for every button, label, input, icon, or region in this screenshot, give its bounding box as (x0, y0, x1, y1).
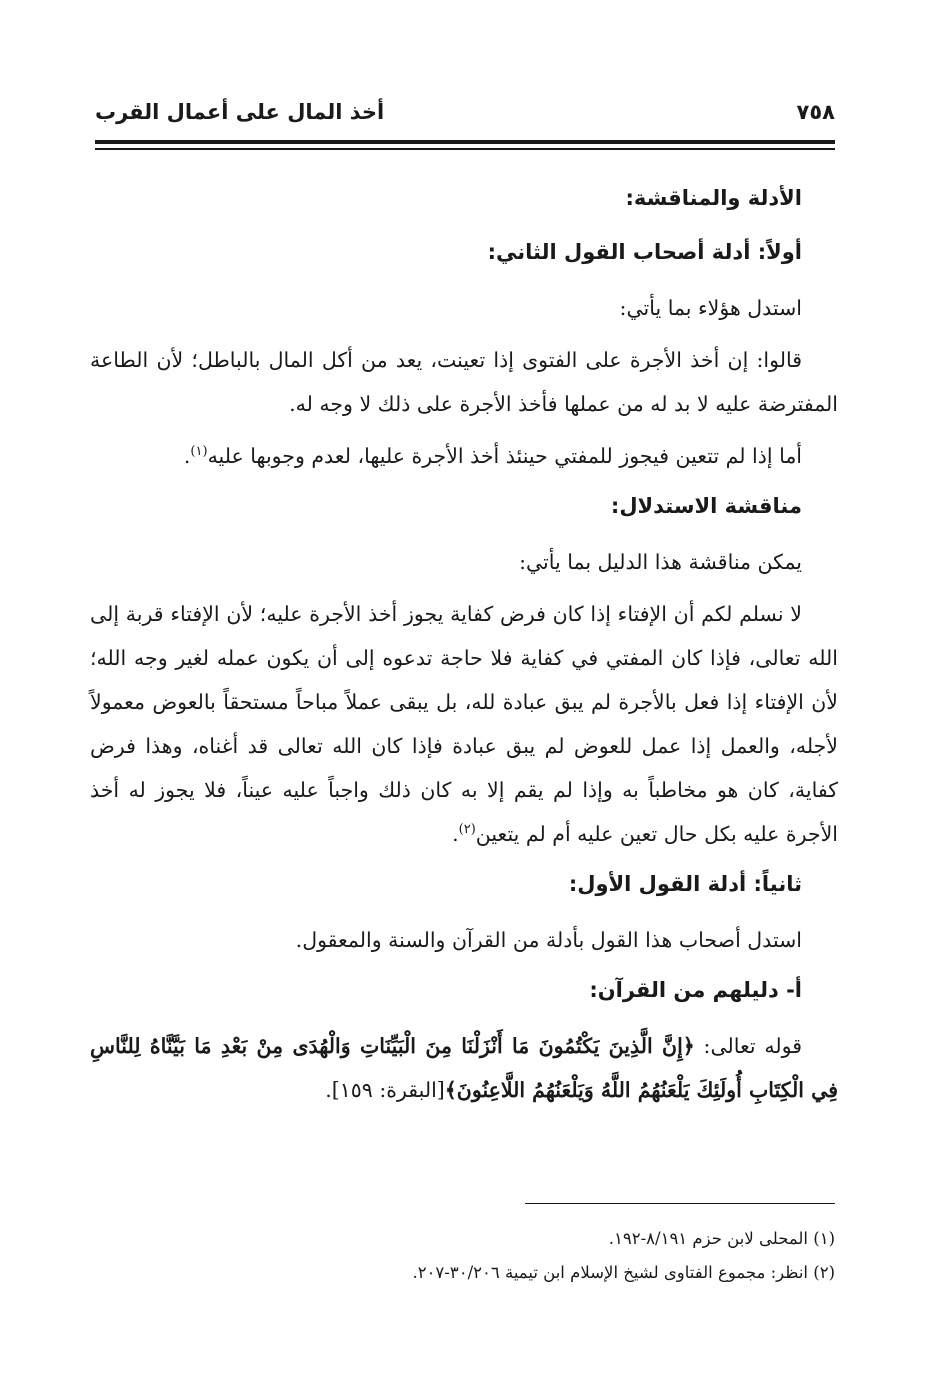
footnote: (٢) انظر: مجموع الفتاوى لشيخ الإسلام ابن تيمية ٣٠/٢٠٦-٢٠٧. (412, 1263, 835, 1282)
paragraph (90, 592, 838, 856)
paragraph: استدل أصحاب هذا القول بأدلة من القرآن والسنة والمعقول. (295, 928, 802, 952)
verse-intro: قوله تعالى: (694, 1034, 802, 1058)
paragraph-end: . (452, 822, 459, 846)
subheading-discussion: مناقشة الاستدلال: (610, 494, 802, 518)
footnotes (95, 1222, 835, 1290)
header-rule-thin (95, 148, 835, 150)
header-rule-thick (95, 140, 835, 144)
paragraph-quran (90, 1024, 838, 1112)
footnote: (١) المحلى لابن حزم ٨/١٩١-١٩٢. (608, 1229, 835, 1248)
section-heading-evidence: الأدلة والمناقشة: (625, 186, 802, 210)
footnote-separator (525, 1203, 835, 1204)
verse-source: [البقرة: ١٥٩]. (325, 1078, 445, 1102)
paragraph: يمكن مناقشة هذا الدليل بما يأتي: (519, 550, 802, 574)
paragraph: استدل هؤلاء بما يأتي: (619, 296, 802, 320)
running-title: أخذ المال على أعمال القرب (95, 100, 385, 124)
paragraph (90, 434, 838, 478)
paragraph-text: أما إذا لم تتعين فيجوز للمفتي حينئذ أخذ الأجرة عليها، لعدم وجوبها عليه (207, 444, 802, 468)
footnote-ref[interactable]: (١) (190, 444, 208, 460)
main-text (90, 178, 838, 1120)
paragraph-end: . (183, 444, 191, 468)
quran-verse: ﴿إِنَّ الَّذِينَ يَكْتُمُونَ مَا أَنْزَلْنَا مِنَ الْبَيِّنَاتِ وَالْهُدَى مِنْ بَعْدِ مَا بَيَّنَّاهُ لِلنَّاسِ فِي الْكِتَابِ أُولَئِكَ يَلْعَنُهُمُ اللَّهُ وَيَلْعَنُهُمُ اللَّاعِنُونَ﴾ (90, 1034, 838, 1102)
footnote-ref[interactable]: (٢) (458, 822, 476, 838)
paragraph-text: لا نسلم لكم أن الإفتاء إذا كان فرض كفاية يجوز أخذ الأجرة عليه؛ لأن الإفتاء قربة إلى الله تعالى، فإذا كان المفتي في كفاية فلا حاجة تدعوه إلى أن يكون عمله لغير وجه الله؛ لأن الإفتاء إذا فعل بالأجرة لم يبق عبادة لله، بل يبقى عملاً مباحاً مستحقاً بالعوض معمولاً لأجله، والعمل إذا عمل للعوض لم يبق عبادة فإذا كان الله تعالى قد أغناه، وهذا فرض كفاية، كان هو مخاطباً به وإذا لم يقم إلا به كان ذلك واجباً عليه عيناً، فلا يجوز له أخذ الأجرة عليه بكل حال تعين عليه أم لم يتعين (90, 602, 838, 846)
subheading-quran-evidence: أ- دليلهم من القرآن: (589, 978, 802, 1002)
subheading-second-opinion: أولاً: أدلة أصحاب القول الثاني: (487, 240, 802, 264)
page-header (95, 100, 835, 134)
page-number: ٧٥٨ (796, 100, 835, 124)
paragraph: قالوا: إن أخذ الأجرة على الفتوى إذا تعينت، يعد من أكل المال بالباطل؛ لأن الطاعة المفترضة عليه لا بد له من عملها فأخذ الأجرة على ذلك لا وجه له. (90, 348, 838, 416)
subheading-first-opinion: ثانياً: أدلة القول الأول: (568, 872, 802, 896)
